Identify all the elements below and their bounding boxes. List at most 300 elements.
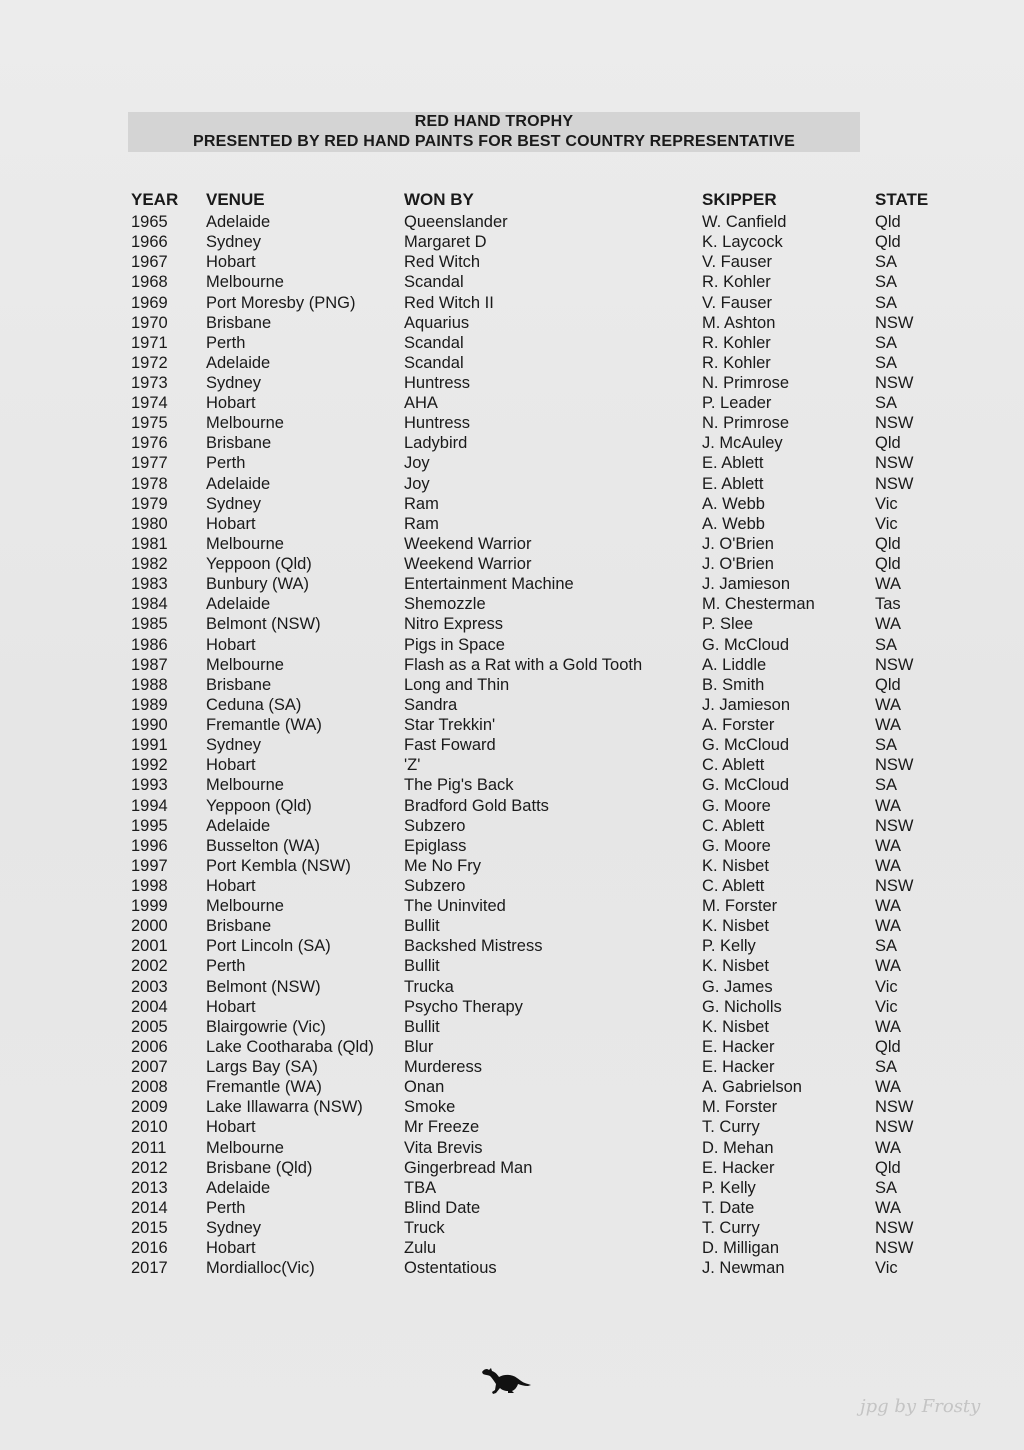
cell-state: SA [875,333,898,352]
cell-venue: Perth [206,454,246,473]
cell-skipper: G. McCloud [702,736,790,755]
cell-year: 1983 [131,575,168,594]
cell-year: 2013 [131,1178,168,1197]
table-row [0,1178,1024,1198]
cell-venue: Fremantle (WA) [206,716,322,734]
cell-state: SA [875,937,898,956]
cell-year: 1987 [131,655,168,674]
cell-state: Qld [875,1037,901,1056]
table-row [0,916,1024,936]
cell-state: Vic [875,494,898,513]
cell-venue: Perth [206,333,246,352]
cell-skipper: M. Ashton [702,313,776,332]
cell-skipper: P. Leader [702,394,772,413]
cell-skipper: J. O'Brien [702,534,774,553]
table-row [0,1138,1024,1158]
cell-venue: Melbourne [206,1138,284,1157]
cell-year: 2004 [131,997,168,1016]
cell-state: SA [875,394,898,413]
cell-won-by: Queenslander [404,213,508,231]
cell-skipper: A. Webb [702,514,765,533]
cell-skipper: K. Nisbet [702,1017,769,1036]
cell-year: 1989 [131,695,168,714]
cell-year: 1997 [131,856,168,875]
cell-venue: Hobart [206,756,256,775]
cell-state: Qld [875,233,901,252]
cell-venue: Belmont (NSW) [206,615,321,634]
cell-state: WA [875,716,901,734]
cell-won-by: Murderess [404,1058,482,1076]
cell-venue: Adelaide [206,595,271,614]
cell-skipper: V. Fauser [702,293,773,312]
table-row [0,977,1024,997]
cell-state: NSW [875,313,914,332]
cell-venue: Hobart [206,394,256,413]
cell-state: WA [875,796,901,815]
table-row [0,1238,1024,1258]
cell-skipper: P. Kelly [702,937,756,956]
cell-skipper: V. Fauser [702,253,773,272]
cell-won-by: Ostentatious [404,1259,497,1278]
cell-state: Vic [875,514,898,533]
cell-won-by: Truck [404,1219,445,1237]
cell-won-by: Joy [404,454,430,473]
cell-skipper: B. Smith [702,675,765,694]
table-row [0,635,1024,655]
cell-year: 1980 [131,514,168,533]
cell-state: Vic [875,977,898,996]
cell-state: WA [875,1138,901,1157]
cell-state: SA [875,635,898,654]
table-row [0,393,1024,413]
cell-won-by: Subzero [404,816,466,835]
cell-year: 2005 [131,1017,168,1036]
table-row [0,796,1024,816]
cell-state: NSW [875,1098,914,1117]
cell-won-by: Flash as a Rat with a Gold Tooth [404,655,643,674]
cell-year: 2016 [131,1239,168,1258]
table-row [0,614,1024,634]
cell-won-by: Bradford Gold Batts [404,796,549,815]
cell-venue: Melbourne [206,776,284,795]
cell-won-by: Scandal [404,333,464,352]
cell-skipper: K. Laycock [702,233,783,252]
cell-state: SA [875,736,898,755]
cell-year: 2006 [131,1037,168,1056]
cell-won-by: Scandal [404,273,464,292]
cell-venue: Brisbane [206,675,272,694]
cell-state: NSW [875,816,914,835]
cell-state: Qld [875,1158,901,1177]
col-header-state: STATE [875,190,929,209]
cell-state: SA [875,1178,898,1197]
cell-year: 1991 [131,736,168,755]
cell-state: WA [875,1198,901,1217]
table-row [0,313,1024,333]
cell-year: 2011 [131,1138,167,1157]
cell-year: 1973 [131,374,168,392]
cell-skipper: T. Date [702,1198,755,1217]
cell-year: 1992 [131,756,168,775]
cell-skipper: E. Ablett [702,474,764,493]
cell-skipper: M. Chesterman [702,595,815,614]
cell-state: WA [875,917,901,936]
table-row [0,1158,1024,1178]
cell-state: WA [875,695,901,714]
cell-state: WA [875,856,901,875]
cell-state: WA [875,1017,901,1036]
cell-skipper: N. Primrose [702,414,790,433]
cell-skipper: R. Kohler [702,353,771,372]
cell-year: 1972 [131,353,168,372]
cell-skipper: R. Kohler [702,333,771,352]
cell-won-by: Backshed Mistress [404,937,543,956]
cell-won-by: Onan [404,1078,445,1097]
cell-year: 1993 [131,776,168,795]
cell-state: NSW [875,414,914,433]
cell-venue: Port Kembla (NSW) [206,856,351,875]
cell-venue: Yeppoon (Qld) [206,796,312,815]
cell-venue: Sydney [206,494,262,513]
cell-won-by: Smoke [404,1098,456,1117]
table-row [0,755,1024,775]
cell-skipper: J. Jamieson [702,575,791,594]
cell-skipper: N. Primrose [702,374,790,392]
table-row [0,1077,1024,1097]
cell-state: Qld [875,213,901,231]
cell-year: 2012 [131,1158,168,1177]
cell-state: NSW [875,1239,914,1258]
cell-year: 1974 [131,394,168,413]
cell-state: Vic [875,997,898,1016]
cell-year: 1994 [131,796,168,815]
cell-venue: Perth [206,1198,246,1217]
cell-venue: Melbourne [206,414,284,433]
trophy-subtitle: PRESENTED BY RED HAND PAINTS FOR BEST COUNTRY REPRESENTATIVE [193,133,795,150]
cell-won-by: Sandra [404,695,458,714]
table-row [0,494,1024,514]
table-row [0,655,1024,675]
cell-won-by: Shemozzle [404,595,486,614]
cell-venue: Brisbane (Qld) [206,1158,313,1177]
cell-year: 1966 [131,233,168,252]
cell-won-by: Blind Date [404,1198,481,1217]
cell-won-by: Vita Brevis [404,1138,483,1157]
cell-skipper: G. Nicholls [702,997,782,1016]
cell-skipper: J. McAuley [702,434,783,453]
cell-year: 1967 [131,253,168,272]
cell-year: 1965 [131,213,168,231]
cell-won-by: Entertainment Machine [404,575,574,594]
cell-skipper: A. Liddle [702,655,767,674]
cell-skipper: P. Kelly [702,1178,756,1197]
cell-venue: Sydney [206,736,262,755]
cell-state: NSW [875,1219,914,1237]
table-row [0,675,1024,695]
table-row [0,333,1024,353]
cell-skipper: J. O'Brien [702,555,774,573]
cell-year: 1981 [131,534,168,553]
cell-venue: Hobart [206,997,256,1016]
table-row [0,232,1024,252]
col-header-year: YEAR [131,190,179,209]
table-row [0,876,1024,896]
cell-venue: Adelaide [206,213,271,231]
cell-venue: Belmont (NSW) [206,977,321,996]
cell-won-by: Joy [404,474,430,493]
cell-year: 2003 [131,977,168,996]
cell-won-by: AHA [404,394,438,413]
table-row [0,1057,1024,1077]
cell-skipper: E. Hacker [702,1037,775,1056]
cell-year: 1984 [131,595,168,614]
cell-year: 1977 [131,454,168,473]
table-row [0,1258,1024,1278]
cell-won-by: Red Witch II [404,293,494,312]
cell-venue: Adelaide [206,353,271,372]
cell-skipper: G. James [702,977,773,996]
cell-skipper: G. Moore [702,796,771,815]
cell-venue: Brisbane [206,917,272,936]
kangaroo-icon [478,1362,532,1396]
cell-skipper: E. Hacker [702,1158,775,1177]
table-header [0,190,1024,214]
cell-won-by: Huntress [404,374,471,392]
cell-year: 2008 [131,1078,168,1097]
cell-skipper: J. Jamieson [702,695,791,714]
cell-venue: Hobart [206,514,256,533]
table-row [0,272,1024,292]
cell-venue: Adelaide [206,1178,271,1197]
cell-venue: Sydney [206,233,262,252]
cell-skipper: A. Forster [702,716,775,734]
cell-year: 1969 [131,293,168,312]
cell-venue: Melbourne [206,534,284,553]
table-row [0,956,1024,976]
cell-state: NSW [875,474,914,493]
table-row [0,1097,1024,1117]
cell-year: 2015 [131,1219,168,1237]
cell-state: Qld [875,534,901,553]
cell-year: 1999 [131,897,168,916]
col-header-won-by: WON BY [404,190,474,209]
cell-won-by: Trucka [404,977,454,996]
cell-year: 1971 [131,333,168,352]
cell-venue: Bunbury (WA) [206,575,309,594]
cell-skipper: K. Nisbet [702,957,769,976]
cell-skipper: J. Newman [702,1259,785,1278]
cell-state: Tas [875,595,901,614]
cell-venue: Sydney [206,374,262,392]
cell-won-by: Star Trekkin' [404,716,496,734]
cell-won-by: Margaret D [404,233,487,252]
table-row [0,534,1024,554]
cell-won-by: Zulu [404,1239,437,1258]
cell-year: 2002 [131,957,168,976]
cell-year: 1998 [131,877,168,895]
cell-venue: Port Moresby (PNG) [206,293,356,312]
cell-state: WA [875,575,901,594]
cell-won-by: Gingerbread Man [404,1158,533,1177]
cell-venue: Hobart [206,1118,256,1137]
cell-won-by: The Uninvited [404,897,506,916]
table-row [0,1117,1024,1137]
table-row [0,775,1024,795]
cell-state: NSW [875,374,914,392]
cell-skipper: A. Gabrielson [702,1078,802,1097]
cell-skipper: R. Kohler [702,273,771,292]
cell-venue: Melbourne [206,655,284,674]
cell-venue: Hobart [206,1239,256,1258]
cell-state: SA [875,253,898,272]
cell-year: 2010 [131,1118,168,1137]
cell-won-by: Bullit [404,1017,440,1036]
cell-venue: Adelaide [206,816,271,835]
cell-state: NSW [875,756,914,775]
cell-year: 2001 [131,937,168,956]
cell-venue: Hobart [206,877,256,895]
cell-year: 1995 [131,816,168,835]
table-row [0,1218,1024,1238]
photo-credit: jpg by Frosty [860,1396,981,1417]
cell-year: 1970 [131,313,168,332]
cell-won-by: Huntress [404,414,471,433]
cell-state: SA [875,353,898,372]
cell-skipper: C. Ablett [702,756,765,775]
cell-year: 2017 [131,1259,168,1278]
cell-won-by: Pigs in Space [404,635,505,654]
cell-state: WA [875,615,901,634]
cell-venue: Lake Cootharaba (Qld) [206,1037,374,1056]
cell-skipper: E. Ablett [702,454,764,473]
cell-skipper: E. Hacker [702,1058,775,1076]
cell-year: 1988 [131,675,168,694]
cell-state: WA [875,1078,901,1097]
table-row [0,936,1024,956]
table-row [0,856,1024,876]
cell-venue: Ceduna (SA) [206,695,302,714]
cell-won-by: Weekend Warrior [404,555,532,573]
cell-skipper: T. Curry [702,1219,760,1237]
cell-won-by: Ladybird [404,434,468,453]
table-row [0,594,1024,614]
cell-state: WA [875,957,901,976]
cell-year: 2014 [131,1198,168,1217]
col-header-venue: VENUE [206,190,265,209]
cell-year: 1979 [131,494,168,513]
cell-state: WA [875,897,901,916]
table-row [0,574,1024,594]
cell-skipper: T. Curry [702,1118,760,1137]
cell-state: Qld [875,434,901,453]
table-row [0,373,1024,393]
cell-venue: Hobart [206,253,256,272]
cell-year: 1978 [131,474,168,493]
cell-won-by: Weekend Warrior [404,534,532,553]
cell-venue: Brisbane [206,313,272,332]
cell-skipper: G. McCloud [702,776,790,795]
cell-state: SA [875,273,898,292]
cell-year: 2009 [131,1098,168,1117]
cell-skipper: G. McCloud [702,635,790,654]
cell-state: Qld [875,675,901,694]
cell-venue: Melbourne [206,273,284,292]
table-row [0,1037,1024,1057]
table-row [0,836,1024,856]
cell-won-by: TBA [404,1178,437,1197]
cell-venue: Largs Bay (SA) [206,1058,318,1076]
cell-state: SA [875,1058,898,1076]
cell-year: 1982 [131,555,168,573]
cell-won-by: The Pig's Back [404,776,514,795]
table-row [0,1017,1024,1037]
cell-venue: Perth [206,957,246,976]
cell-state: NSW [875,1118,914,1137]
cell-state: SA [875,293,898,312]
cell-venue: Fremantle (WA) [206,1078,322,1097]
table-row [0,252,1024,272]
cell-won-by: Fast Foward [404,736,496,755]
table-row [0,816,1024,836]
cell-state: WA [875,836,901,855]
cell-state: Vic [875,1259,898,1278]
cell-skipper: C. Ablett [702,816,765,835]
cell-state: NSW [875,454,914,473]
table-row [0,212,1024,232]
cell-year: 1976 [131,434,168,453]
cell-venue: Brisbane [206,434,272,453]
table-row [0,735,1024,755]
cell-year: 2000 [131,917,168,936]
cell-venue: Sydney [206,1219,262,1237]
cell-won-by: Aquarius [404,313,470,332]
cell-venue: Mordialloc(Vic) [206,1259,315,1278]
col-header-skipper: SKIPPER [702,190,777,209]
cell-state: SA [875,776,898,795]
table-row [0,353,1024,373]
table-row [0,695,1024,715]
table-row [0,453,1024,473]
cell-skipper: K. Nisbet [702,856,769,875]
cell-won-by: Ram [404,494,439,513]
cell-venue: Blairgowrie (Vic) [206,1017,326,1036]
table-row [0,1198,1024,1218]
table-row [0,715,1024,735]
cell-won-by: Me No Fry [404,856,482,875]
cell-won-by: Long and Thin [404,675,510,694]
cell-venue: Adelaide [206,474,271,493]
cell-skipper: D. Mehan [702,1138,774,1157]
cell-skipper: A. Webb [702,494,765,513]
cell-year: 1985 [131,615,168,634]
cell-year: 1990 [131,716,168,734]
cell-won-by: Epiglass [404,836,467,855]
table-row [0,514,1024,534]
cell-won-by: 'Z' [404,756,421,775]
cell-won-by: Psycho Therapy [404,997,523,1016]
table-row [0,413,1024,433]
cell-venue: Yeppoon (Qld) [206,555,312,573]
cell-year: 1968 [131,273,168,292]
cell-year: 1986 [131,635,168,654]
cell-year: 1975 [131,414,168,433]
trophy-title: RED HAND TROPHY [414,113,574,130]
cell-skipper: M. Forster [702,897,778,916]
title-banner [128,112,860,152]
cell-won-by: Blur [404,1037,434,1056]
cell-year: 2007 [131,1058,168,1076]
cell-won-by: Nitro Express [404,615,504,634]
